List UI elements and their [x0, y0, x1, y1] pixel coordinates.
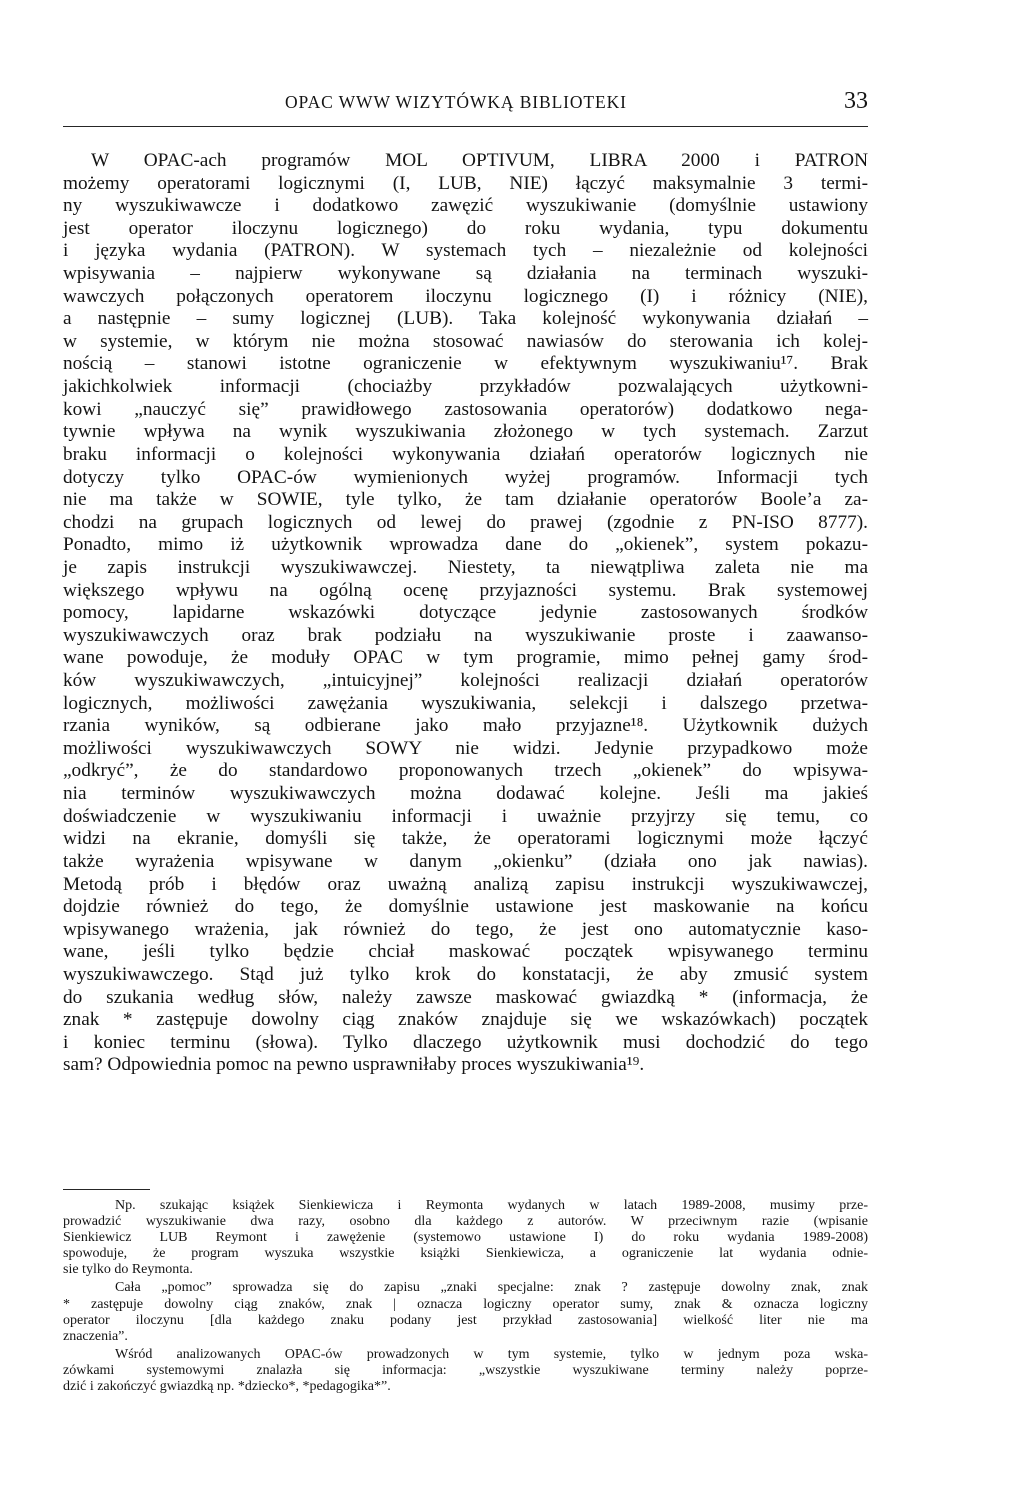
body-line: znak * zastępuje dowolny ciąg znaków znajduje się we wskazówkach) początek [63, 1009, 868, 1031]
footnote-line: operator iloczynu [dla każdego znaku podany jest przykład zastosowania] wielkość liter nie ma [63, 1312, 868, 1328]
body-line: możemy operatorami logicznymi (I, LUB, NIE) łączyć maksymalnie 3 termi- [63, 172, 868, 194]
body-line: Metodą prób i błędów oraz uważną analizą zapisu instrukcji wyszukiwawczej, [63, 873, 868, 895]
header-rule [63, 126, 868, 127]
body-line: dojdzie również do tego, że domyślnie ustawione jest maskowanie na końcu [63, 896, 868, 918]
body-line: nie ma także w SOWIE, tyle tylko, że tam działanie operatorów Boole’a za- [63, 489, 868, 511]
body-line: wane, jeśli tylko będzie chciał maskować początek wpisywanego terminu [63, 941, 868, 963]
footnotes [63, 1198, 868, 1395]
body-line: W OPAC-ach programów MOL OPTIVUM, LIBRA 2000 i PATRON [91, 150, 868, 171]
footnote-line: znaczenia”. [63, 1328, 128, 1344]
footnote-17 [63, 1198, 868, 1278]
main-paragraph [63, 150, 868, 1077]
body-line: ków wyszukiwawczych, „intuicyjnej” kolejności realizacji działań operatorów [63, 670, 868, 692]
running-head [63, 88, 868, 120]
footnote-18 [63, 1280, 868, 1344]
body-line: wyszukiwawczych oraz brak podziału na wyszukiwanie proste i zaawanso- [63, 624, 868, 646]
body-line: jest operator iloczynu logicznego) do roku wydania, typu dokumentu [63, 217, 868, 239]
body-line: w systemie, w którym nie można stosować nawiasów do sterowania ich kolej- [63, 330, 868, 352]
body-line: większego wpływu na ogólną ocenę przyjazności systemu. Brak systemowej [63, 579, 868, 601]
body-line: możliwości wyszukiwawczych SOWY nie widzi. Jedynie przypadkowo może [63, 737, 868, 759]
body-line: także wyrażenia wpisywane w danym „okienku” (działa ono jak nawias). [63, 850, 868, 872]
body-line: widzi na ekranie, domyśli się także, że operatorami logicznymi może łączyć [63, 828, 868, 850]
book-page [63, 0, 868, 1487]
body-line: wane powoduje, że moduły OPAC w tym programie, mimo pełnej gamy środ- [63, 647, 868, 669]
body-line: nością – stanowi istotne ograniczenie w efektywnym wyszukiwaniu¹⁷. Brak [63, 353, 868, 375]
body-line: pomocy, lapidarne wskazówki dotyczące jedynie zastosowanych środków [63, 602, 868, 624]
page-number: 33 [844, 88, 868, 114]
body-line: Ponadto, mimo iż użytkownik wprowadza dane do „okienek”, system pokazu- [63, 534, 868, 556]
footnote-line: Wśród analizowanych OPAC-ów prowadzonych w tym systemie, tylko w jednym poza wska- [115, 1346, 868, 1362]
footnote-line: spowoduje, że program wyszuka wszystkie książki Sienkiewicza, a ograniczenie lat wydania odnie- [63, 1246, 868, 1262]
body-line: i koniec terminu (słowa). Tylko dlaczego użytkownik musi dochodzić do tego [63, 1031, 868, 1053]
footnote-line: sie tylko do Reymonta. [63, 1262, 193, 1278]
body-line: tywnie wpływa na wynik wyszukiwania złożonego w tych systemach. Zarzut [63, 421, 868, 443]
body-line: braku informacji o kolejności wykonywania działań operatorów logicznych nie [63, 443, 868, 465]
body-line: jakichkolwiek informacji (chociażby przykładów pozwalających użytkowni- [63, 376, 868, 398]
footnote-line: dzić i zakończyć gwiazdką np. *dziecko*, *pedagogika*”. [63, 1379, 391, 1395]
body-line: rzania wyników, są odbierane jako mało przyjazne¹⁸. Użytkownik dużych [63, 715, 868, 737]
body-line: je zapis instrukcji wyszukiwawczej. Niestety, ta niewątpliwa zaleta nie ma [63, 556, 868, 578]
body-line: wawczych połączonych operatorem iloczynu logicznego (I) i różnicy (NIE), [63, 285, 868, 307]
footnote-line: Cała „pomoc” sprowadza się do zapisu „znaki specjalne: znak ? zastępuje dowolny znak, znak [115, 1280, 868, 1296]
footnote-line: Sienkiewicz LUB Reymont i zawężenie (systemowo ustawione I) do roku wydania 1989-2008) [63, 1230, 868, 1246]
body-line: doświadczenie w wyszukiwaniu informacji i uważnie przyjrzy się temu, co [63, 805, 868, 827]
body-line: sam? Odpowiednia pomoc na pewno usprawniłaby proces wyszukiwania¹⁹. [63, 1054, 645, 1076]
body-line: dotyczy tylko OPAC-ów wymienionych wyżej programów. Informacji tych [63, 466, 868, 488]
body-line: a następnie – sumy logicznej (LUB). Taka kolejność wykonywania działań – [63, 308, 868, 330]
body-line: „odkryć”, że do standardowo proponowanych trzech „okienek” do wpisywa- [63, 760, 868, 782]
footnote-line: zówkami systemowymi znalazła się informacja: „wszystkie wyszukiwane terminy należy poprze- [63, 1362, 868, 1378]
footnote-line: * zastępuje dowolny ciąg znaków, znak | oznacza logiczny operator sumy, znak & oznacza logiczny [63, 1296, 868, 1312]
body-line: wyszukiwawczego. Stąd już tylko krok do konstatacji, że aby zmusić system [63, 963, 868, 985]
running-title: OPAC WWW WIZYTÓWKĄ BIBLIOTEKI [285, 92, 627, 112]
body-line: do szukania według słów, należy zawsze maskować gwiazdką * (informacja, że [63, 986, 868, 1008]
body-line: nia terminów wyszukiwawczych można dodawać kolejne. Jeśli ma jakieś [63, 783, 868, 805]
body-line: logicznych, możliwości zawężania wyszukiwania, selekcji i dalszego przetwa- [63, 692, 868, 714]
body-line: wpisywania – najpierw wykonywane są działania na terminach wyszuki- [63, 263, 868, 285]
body-line: ny wyszukiwawcze i dodatkowo zawęzić wyszukiwanie (domyślnie ustawiony [63, 195, 868, 217]
body-line: chodzi na grupach logicznych od lewej do prawej (zgodnie z PN-ISO 8777). [63, 511, 868, 533]
footnote-line: prowadzić wyszukiwanie dwa razy, osobno dla każdego z autorów. W przeciwnym razie (wpisanie [63, 1214, 868, 1230]
body-line: i języka wydania (PATRON). W systemach tych – niezależnie od kolejności [63, 240, 868, 262]
body-line: kowi „nauczyć się” prawidłowego zastosowania operatorów) dodatkowo nega- [63, 398, 868, 420]
footnote-19 [63, 1347, 868, 1395]
footnote-rule [63, 1189, 150, 1190]
body-line: wpisywanego wrażenia, jak również do tego, że jest ono automatycznie kaso- [63, 918, 868, 940]
footnote-line: Np. szukając książek Sienkiewicza i Reymonta wydanych w latach 1989-2008, musimy prze- [115, 1198, 868, 1213]
